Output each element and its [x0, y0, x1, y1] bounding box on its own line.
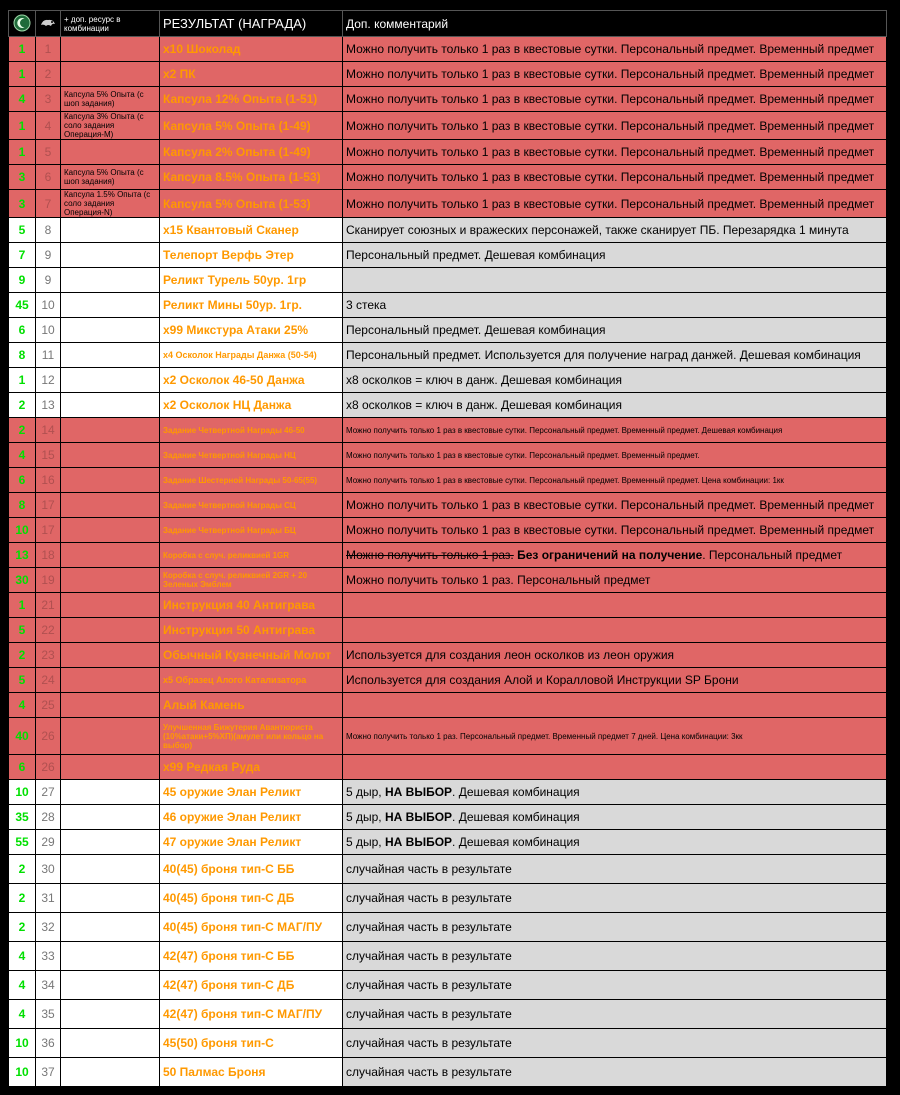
row-number-cell: 27 [36, 780, 61, 805]
table-row [9, 855, 887, 884]
comment-cell [343, 418, 887, 443]
amount-cell: 1 [9, 112, 36, 140]
table-body [9, 37, 887, 1087]
comment-cell [343, 755, 887, 780]
comment-text: . Дешевая комбинация [452, 835, 580, 849]
row-number-cell: 22 [36, 618, 61, 643]
table-row [9, 37, 887, 62]
comment-text: случайная часть в результате [346, 1036, 512, 1050]
comment-cell [343, 165, 887, 190]
extra-resource-cell [61, 1000, 160, 1029]
result-cell: Задание Четвертной Награды НЦ [160, 443, 343, 468]
table-row [9, 318, 887, 343]
table-row [9, 393, 887, 418]
comment-cell [343, 1058, 887, 1087]
comment-text: 5 дыр, [346, 785, 385, 799]
comment-text: Можно получить только 1 раз. Персональный предмет. Временный предмет 7 дней. Цена комбинации: 3кк [346, 731, 743, 741]
row-number-cell: 26 [36, 755, 61, 780]
amount-cell: 9 [9, 268, 36, 293]
result-cell: 42(47) броня тип-С МАГ/ПУ [160, 1000, 343, 1029]
result-cell: x15 Квантовый Сканер [160, 218, 343, 243]
comment-text: Можно получить только 1 раз в квестовые сутки. Персональный предмет. Временный предмет. Дешевая комбинация [346, 425, 783, 435]
amount-cell: 6 [9, 318, 36, 343]
comment-cell [343, 643, 887, 668]
comment-text: случайная часть в результате [346, 1065, 512, 1079]
comment-cell [343, 913, 887, 942]
row-number-cell: 17 [36, 493, 61, 518]
extra-resource-cell [61, 343, 160, 368]
comment-text: НА ВЫБОР [384, 835, 453, 849]
emblem-icon [13, 14, 31, 32]
comment-cell [343, 368, 887, 393]
extra-resource-cell [61, 518, 160, 543]
amount-cell: 1 [9, 368, 36, 393]
comment-cell [343, 218, 887, 243]
table-row [9, 293, 887, 318]
comment-cell [343, 393, 887, 418]
extra-resource-cell [61, 1058, 160, 1087]
table-row [9, 568, 887, 593]
result-cell: Реликт Турель 50ур. 1гр [160, 268, 343, 293]
extra-resource-cell [61, 942, 160, 971]
comment-cell [343, 190, 887, 218]
extra-resource-cell [61, 718, 160, 755]
comment-text: Можно получить только 1 раз в квестовые сутки. Персональный предмет. Временный предмет [346, 170, 875, 184]
comment-text: Персональный предмет. Дешевая комбинация [346, 248, 606, 262]
comment-cell [343, 568, 887, 593]
extra-resource-cell [61, 293, 160, 318]
amount-cell: 5 [9, 668, 36, 693]
comment-text: . Персональный предмет [702, 548, 843, 562]
comment-text: НА ВЫБОР [384, 785, 453, 799]
row-number-cell: 9 [36, 268, 61, 293]
amount-cell: 4 [9, 443, 36, 468]
table-row [9, 593, 887, 618]
row-number-cell: 15 [36, 443, 61, 468]
comment-cell [343, 112, 887, 140]
row-number-cell: 29 [36, 830, 61, 855]
comment-cell [343, 780, 887, 805]
extra-resource-cell [61, 62, 160, 87]
comment-text: случайная часть в результате [346, 949, 512, 963]
result-cell: Телепорт Верфь Этер [160, 243, 343, 268]
amount-cell: 55 [9, 830, 36, 855]
extra-resource-cell: Капсула 1.5% Опыта (с соло задания Операция-N) [61, 190, 160, 218]
comment-text: Можно получить только 1 раз в квестовые сутки. Персональный предмет. Временный предмет [346, 196, 875, 211]
extra-resource-cell: Капсула 3% Опыта (с соло задания Операция-М) [61, 112, 160, 140]
comment-cell [343, 37, 887, 62]
row-number-cell: 32 [36, 913, 61, 942]
result-cell: 47 оружие Элан Реликт [160, 830, 343, 855]
result-cell: 40(45) броня тип-С ДБ [160, 884, 343, 913]
rewards-table [8, 10, 887, 1087]
amount-cell: 40 [9, 718, 36, 755]
comment-text: 3 стека [346, 298, 387, 312]
row-number-cell: 19 [36, 568, 61, 593]
amount-cell: 45 [9, 293, 36, 318]
row-number-cell: 1 [36, 37, 61, 62]
row-number-cell: 35 [36, 1000, 61, 1029]
creature-icon [39, 14, 57, 32]
header-comment: Доп. комментарий [343, 11, 887, 37]
result-cell: Коробка с случ. реликвией 2GR + 20 Зеленых Эмблем [160, 568, 343, 593]
amount-cell: 2 [9, 884, 36, 913]
header-row [9, 11, 887, 37]
row-number-cell: 17 [36, 518, 61, 543]
amount-cell: 8 [9, 493, 36, 518]
comment-text: Используется для создания Алой и Коралловой Инструкции SP Брони [346, 673, 739, 687]
row-number-cell: 9 [36, 243, 61, 268]
amount-cell: 5 [9, 218, 36, 243]
extra-resource-cell [61, 493, 160, 518]
row-number-cell: 14 [36, 418, 61, 443]
result-cell: 42(47) броня тип-С ДБ [160, 971, 343, 1000]
comment-text: Можно получить только 1 раз в квестовые сутки. Персональный предмет. Временный предмет [346, 145, 875, 159]
result-cell: Задание Четвертной Награды СЦ [160, 493, 343, 518]
row-number-cell: 36 [36, 1029, 61, 1058]
result-cell: Обычный Кузнечный Молот [160, 643, 343, 668]
comment-text: x8 осколков = ключ в данж. Дешевая комбинация [346, 373, 622, 387]
table-row [9, 693, 887, 718]
comment-cell [343, 87, 887, 112]
table-row [9, 62, 887, 87]
extra-resource-cell [61, 568, 160, 593]
result-cell: Реликт Мины 50ур. 1гр. [160, 293, 343, 318]
comment-cell [343, 62, 887, 87]
comment-text: Используется для создания леон осколков из леон оружия [346, 648, 675, 662]
comment-cell [343, 718, 887, 755]
row-number-cell: 8 [36, 218, 61, 243]
comment-cell [343, 318, 887, 343]
extra-resource-cell [61, 693, 160, 718]
amount-cell: 1 [9, 593, 36, 618]
comment-text: . Дешевая комбинация [452, 810, 580, 824]
comment-cell [343, 518, 887, 543]
row-number-cell: 33 [36, 942, 61, 971]
comment-cell [343, 855, 887, 884]
row-number-cell: 12 [36, 368, 61, 393]
row-number-cell: 7 [36, 190, 61, 218]
comment-text: случайная часть в результате [346, 920, 512, 934]
amount-cell: 10 [9, 1058, 36, 1087]
extra-resource-cell [61, 780, 160, 805]
row-number-cell: 11 [36, 343, 61, 368]
row-number-cell: 26 [36, 718, 61, 755]
comment-text: НА ВЫБОР [384, 810, 453, 824]
comment-cell [343, 942, 887, 971]
comment-cell [343, 805, 887, 830]
comment-text: Можно получить только 1 раз в квестовые сутки. Персональный предмет. Временный предмет [346, 118, 875, 133]
result-cell: Задание Четвертной Награды БЦ [160, 518, 343, 543]
amount-cell: 2 [9, 855, 36, 884]
row-number-cell: 4 [36, 112, 61, 140]
extra-resource-cell [61, 755, 160, 780]
header-extra: + доп. ресурс в комбинации [61, 11, 160, 37]
comment-cell [343, 593, 887, 618]
extra-resource-cell [61, 668, 160, 693]
table-row [9, 140, 887, 165]
table-row [9, 443, 887, 468]
result-cell: Улучшенная Бижутерия Авантюриста (10%атаки+5%ХП)(амулет или кольцо на выбор) [160, 718, 343, 755]
row-number-cell: 3 [36, 87, 61, 112]
result-cell: Капсула 12% Опыта (1-51) [160, 87, 343, 112]
result-cell: x5 Образец Алого Катализатора [160, 668, 343, 693]
comment-text: Можно получить только 1 раз в квестовые сутки. Персональный предмет. Временный предмет. Цена комбинации: 1кк [346, 475, 784, 485]
table-row [9, 493, 887, 518]
row-number-cell: 13 [36, 393, 61, 418]
result-cell: x2 Осколок НЦ Данжа [160, 393, 343, 418]
row-number-cell: 31 [36, 884, 61, 913]
table-row [9, 971, 887, 1000]
header-amount [9, 11, 36, 37]
result-cell: 50 Палмас Броня [160, 1058, 343, 1087]
table-row [9, 718, 887, 755]
result-cell: 45 оружие Элан Реликт [160, 780, 343, 805]
result-cell: Инструкция 40 Антиграва [160, 593, 343, 618]
comment-cell [343, 693, 887, 718]
row-number-cell: 2 [36, 62, 61, 87]
row-number-cell: 30 [36, 855, 61, 884]
table-row [9, 190, 887, 218]
result-cell: Алый Камень [160, 693, 343, 718]
comment-cell [343, 343, 887, 368]
table-row [9, 418, 887, 443]
result-cell: Капсула 2% Опыта (1-49) [160, 140, 343, 165]
amount-cell: 4 [9, 1000, 36, 1029]
table-row [9, 780, 887, 805]
table-row [9, 913, 887, 942]
extra-resource-cell [61, 268, 160, 293]
comment-text: Сканирует союзных и вражеских персонажей, также сканирует ПБ. Перезарядка 1 минута [346, 223, 849, 237]
extra-resource-cell [61, 368, 160, 393]
table-row [9, 112, 887, 140]
table-row [9, 1058, 887, 1087]
result-cell: 46 оружие Элан Реликт [160, 805, 343, 830]
comment-text: Можно получить только 1 раз в квестовые сутки. Персональный предмет. Временный предмет [346, 67, 875, 81]
table-row [9, 268, 887, 293]
result-cell: 45(50) броня тип-С [160, 1029, 343, 1058]
row-number-cell: 34 [36, 971, 61, 1000]
row-number-cell: 10 [36, 293, 61, 318]
comment-cell [343, 293, 887, 318]
table-row [9, 643, 887, 668]
amount-cell: 4 [9, 87, 36, 112]
comment-text: . Дешевая комбинация [452, 785, 580, 799]
comment-text: случайная часть в результате [346, 862, 512, 876]
comment-cell [343, 1029, 887, 1058]
comment-cell [343, 493, 887, 518]
extra-resource-cell [61, 913, 160, 942]
row-number-cell: 16 [36, 468, 61, 493]
extra-resource-cell [61, 318, 160, 343]
comment-cell [343, 668, 887, 693]
table-row [9, 518, 887, 543]
amount-cell: 2 [9, 418, 36, 443]
table-row [9, 468, 887, 493]
amount-cell: 4 [9, 971, 36, 1000]
amount-cell: 1 [9, 37, 36, 62]
comment-cell [343, 971, 887, 1000]
table-row [9, 218, 887, 243]
comment-text: Можно получить только 1 раз. [346, 548, 514, 562]
amount-cell: 1 [9, 140, 36, 165]
header-result: РЕЗУЛЬТАТ (НАГРАДА) [160, 11, 343, 37]
comment-text: Можно получить только 1 раз в квестовые сутки. Персональный предмет. Временный предмет [346, 498, 875, 512]
comment-cell [343, 543, 887, 568]
comment-text: Персональный предмет. Используется для получение наград данжей. Дешевая комбинация [346, 348, 861, 362]
amount-cell: 6 [9, 468, 36, 493]
result-cell: x2 Осколок 46-50 Данжа [160, 368, 343, 393]
comment-text: Без ограничений на получение [517, 548, 703, 562]
result-cell: x99 Редкая Руда [160, 755, 343, 780]
row-number-cell: 24 [36, 668, 61, 693]
amount-cell: 5 [9, 618, 36, 643]
comment-text: Можно получить только 1 раз в квестовые сутки. Персональный предмет. Временный предмет [346, 523, 875, 537]
result-cell: 40(45) броня тип-С ББ [160, 855, 343, 884]
amount-cell: 4 [9, 693, 36, 718]
extra-resource-cell [61, 37, 160, 62]
extra-resource-cell [61, 884, 160, 913]
comment-text: случайная часть в результате [346, 978, 512, 992]
result-cell: Задание Четвертной Награды 46-50 [160, 418, 343, 443]
extra-resource-cell [61, 643, 160, 668]
comment-text: 5 дыр, [346, 835, 385, 849]
row-number-cell: 21 [36, 593, 61, 618]
amount-cell: 2 [9, 643, 36, 668]
amount-cell: 10 [9, 780, 36, 805]
result-cell: x99 Микстура Атаки 25% [160, 318, 343, 343]
amount-cell: 3 [9, 165, 36, 190]
row-number-cell: 10 [36, 318, 61, 343]
table-row [9, 755, 887, 780]
comment-text: случайная часть в результате [346, 1007, 512, 1021]
comment-cell [343, 468, 887, 493]
extra-resource-cell [61, 830, 160, 855]
result-cell: x10 Шоколад [160, 37, 343, 62]
extra-resource-cell [61, 418, 160, 443]
row-number-cell: 23 [36, 643, 61, 668]
table-row [9, 343, 887, 368]
comment-cell [343, 268, 887, 293]
comment-text: Можно получить только 1 раз в квестовые сутки. Персональный предмет. Временный предмет. [346, 450, 700, 460]
result-cell: Коробка с случ. реликвией 1GR [160, 543, 343, 568]
extra-resource-cell [61, 218, 160, 243]
row-number-cell: 5 [36, 140, 61, 165]
amount-cell: 10 [9, 518, 36, 543]
comment-cell [343, 443, 887, 468]
amount-cell: 30 [9, 568, 36, 593]
comment-cell [343, 618, 887, 643]
table-row [9, 830, 887, 855]
comment-cell [343, 140, 887, 165]
comment-text: Персональный предмет. Дешевая комбинация [346, 323, 606, 337]
comment-text: 5 дыр, [346, 810, 385, 824]
row-number-cell: 28 [36, 805, 61, 830]
row-number-cell: 25 [36, 693, 61, 718]
extra-resource-cell [61, 443, 160, 468]
extra-resource-cell [61, 140, 160, 165]
comment-text: Можно получить только 1 раз в квестовые сутки. Персональный предмет. Временный предмет [346, 42, 875, 56]
amount-cell: 6 [9, 755, 36, 780]
comment-text: Можно получить только 1 раз. Персональный предмет [346, 573, 651, 587]
extra-resource-cell [61, 805, 160, 830]
amount-cell: 8 [9, 343, 36, 368]
amount-cell: 3 [9, 190, 36, 218]
amount-cell: 2 [9, 393, 36, 418]
comment-cell [343, 1000, 887, 1029]
result-cell: x4 Осколок Награды Данжа (50-54) [160, 343, 343, 368]
result-cell: Задание Шестерной Награды 50-65(55) [160, 468, 343, 493]
table-row [9, 87, 887, 112]
extra-resource-cell [61, 468, 160, 493]
extra-resource-cell [61, 243, 160, 268]
result-cell: 40(45) броня тип-С МАГ/ПУ [160, 913, 343, 942]
table-row [9, 884, 887, 913]
result-cell: Капсула 8.5% Опыта (1-53) [160, 165, 343, 190]
extra-resource-cell [61, 971, 160, 1000]
result-cell: 42(47) броня тип-С ББ [160, 942, 343, 971]
result-cell: Капсула 5% Опыта (1-49) [160, 112, 343, 140]
extra-resource-cell [61, 855, 160, 884]
result-cell: Капсула 5% Опыта (1-53) [160, 190, 343, 218]
table-row [9, 1029, 887, 1058]
amount-cell: 35 [9, 805, 36, 830]
header-number [36, 11, 61, 37]
comment-text: случайная часть в результате [346, 891, 512, 905]
extra-resource-cell: Капсула 5% Опыта (с шоп задания) [61, 165, 160, 190]
comment-text: Можно получить только 1 раз в квестовые сутки. Персональный предмет. Временный предмет [346, 92, 875, 106]
table-row [9, 543, 887, 568]
extra-resource-cell [61, 618, 160, 643]
row-number-cell: 18 [36, 543, 61, 568]
amount-cell: 10 [9, 1029, 36, 1058]
table-row [9, 942, 887, 971]
comment-cell [343, 830, 887, 855]
table-row [9, 805, 887, 830]
comment-cell [343, 243, 887, 268]
amount-cell: 1 [9, 62, 36, 87]
amount-cell: 2 [9, 913, 36, 942]
comment-text: x8 осколков = ключ в данж. Дешевая комбинация [346, 398, 622, 412]
result-cell: Инструкция 50 Антиграва [160, 618, 343, 643]
row-number-cell: 37 [36, 1058, 61, 1087]
table-row [9, 243, 887, 268]
extra-resource-cell: Капсула 5% Опыта (с шоп задания) [61, 87, 160, 112]
comment-cell [343, 884, 887, 913]
extra-resource-cell [61, 543, 160, 568]
extra-resource-cell [61, 593, 160, 618]
table-row [9, 1000, 887, 1029]
extra-resource-cell [61, 1029, 160, 1058]
amount-cell: 13 [9, 543, 36, 568]
result-cell: x2 ПК [160, 62, 343, 87]
amount-cell: 4 [9, 942, 36, 971]
table-row [9, 368, 887, 393]
row-number-cell: 6 [36, 165, 61, 190]
extra-resource-cell [61, 393, 160, 418]
table-row [9, 668, 887, 693]
table-row [9, 618, 887, 643]
amount-cell: 7 [9, 243, 36, 268]
table-row [9, 165, 887, 190]
